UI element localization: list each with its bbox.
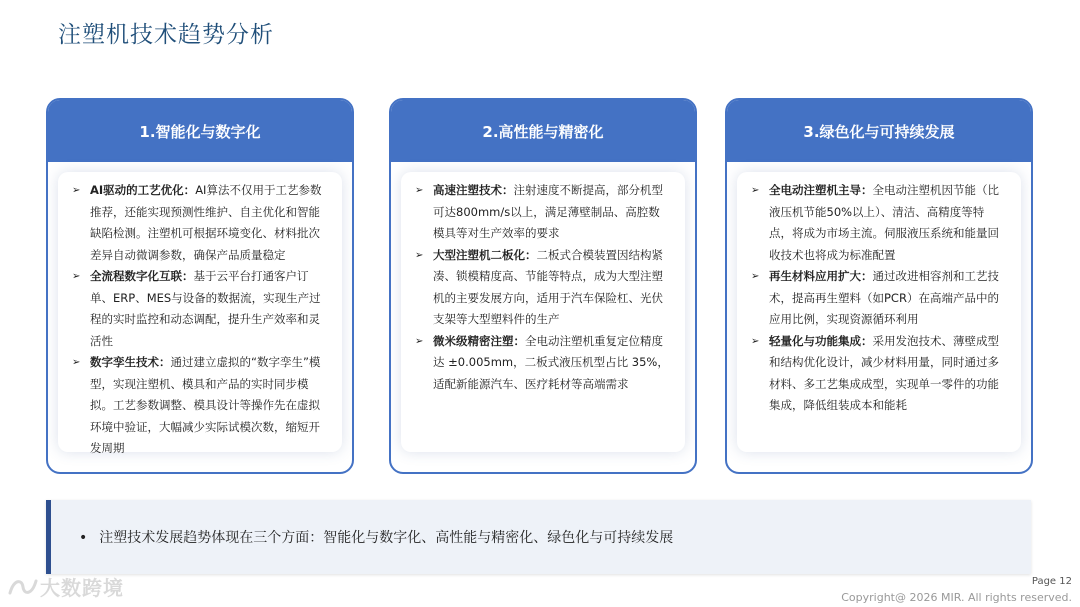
card-heading: 2.高性能与精密化	[391, 100, 695, 162]
watermark-text: 大数跨境	[40, 576, 124, 600]
item-text: AI算法不仅用于工艺参数推荐，还能实现预测性维护、自主优化和智能缺陷检测。注塑机可根据环境变化、材料批次差异自动微调参数，确保产品质量稳定	[90, 183, 322, 262]
arrow-bullet-icon: ➢	[415, 335, 424, 347]
bullet-icon: •	[79, 530, 88, 546]
copyright: Copyright@ 2026 MIR. All rights reserved.	[841, 591, 1072, 604]
list-item	[72, 180, 328, 266]
card-heading: 3.绿色化与可持续发展	[727, 100, 1031, 162]
item-text: 全电动注塑机重复定位精度达 ±0.005mm，二板式液压机型占比 35%，适配新能源汽车、医疗耗材等高端需求	[433, 333, 669, 391]
arrow-bullet-icon: ➢	[751, 185, 760, 196]
item-title: 再生材料应用扩大：	[769, 269, 873, 283]
item-title: AI驱动的工艺优化：	[90, 183, 196, 197]
item-text: 注射速度不断提高，部分机型可达800mm/s以上，满足薄壁制品、高腔数模具等对生产效率的要求	[433, 183, 663, 240]
arrow-bullet-icon: ➢	[415, 185, 424, 196]
arrow-bullet-icon: ➢	[751, 271, 760, 282]
item-title: 大型注塑机二板化：	[433, 247, 537, 262]
item-text: 全电动注塑机因节能（比液压机节能50%以上）、清洁、高精度等特点，将成为市场主流。伺服液压系统和能量回收技术也将成为标准配置	[769, 183, 999, 262]
card-body	[737, 172, 1021, 452]
arrow-bullet-icon: ➢	[72, 357, 81, 368]
trend-card-green	[725, 98, 1033, 474]
list-item	[751, 266, 1007, 331]
list-item	[415, 245, 671, 331]
summary-box	[46, 500, 1031, 574]
arrow-bullet-icon: ➢	[751, 335, 760, 347]
item-title: 全电动注塑机主导：	[769, 183, 873, 197]
item-title: 微米级精密注塑：	[433, 333, 525, 348]
item-text: 采用发泡技术、薄壁成型和结构优化设计，减少材料用量，同时通过多材料、多工艺集成成型，实现单一零件的功能集成，降低组装成本和能耗	[769, 333, 999, 412]
trend-card-intelligent	[46, 98, 354, 474]
watermark-logo-icon	[6, 573, 40, 601]
card-body	[58, 172, 342, 455]
page-title: 注塑机技术趋势分析	[58, 22, 274, 48]
item-text: 二板式合模装置因结构紧凑、锁模精度高、节能等特点，成为大型注塑机的主要发展方向，适用于汽车保险杠、光伏支架等大型塑料件的生产	[433, 247, 663, 326]
list-item	[751, 180, 1007, 266]
item-text: 通过建立虚拟的“数字孪生”模型，实现注塑机、模具和产品的实时同步模拟。工艺参数调整、模具设计等操作先在虚拟环境中验证，大幅减少实际试模次数，缩短开发周期	[90, 355, 321, 455]
item-title: 全流程数字化互联：	[90, 269, 194, 283]
card-heading: 1.智能化与数字化	[48, 100, 352, 162]
item-title: 高速注塑技术：	[433, 183, 514, 197]
list-item	[72, 352, 328, 460]
list-item	[415, 331, 671, 396]
trend-card-performance	[389, 98, 697, 474]
card-body	[401, 172, 685, 452]
item-title: 轻量化与功能集成：	[769, 333, 873, 348]
summary-content: 注塑技术发展趋势体现在三个方面：智能化与数字化、高性能与精密化、绿色化与可持续发展	[99, 530, 674, 546]
arrow-bullet-icon: ➢	[72, 271, 81, 282]
page-number: Page 12	[1031, 576, 1072, 587]
arrow-bullet-icon: ➢	[72, 185, 81, 196]
summary-text	[79, 527, 673, 547]
list-item	[751, 331, 1007, 417]
item-text: 通过改进相容剂和工艺技术，提高再生塑料（如PCR）在高端产品中的应用比例，实现资源循环利用	[769, 269, 999, 326]
list-item	[415, 180, 671, 245]
arrow-bullet-icon: ➢	[415, 249, 424, 261]
item-text: 基于云平台打通客户订单、ERP、MES与设备的数据流，实现生产过程的实时监控和动态调配，提升生产效率和灵活性	[90, 269, 321, 348]
item-title: 数字孪生技术：	[90, 355, 171, 369]
list-item	[72, 266, 328, 352]
watermark	[6, 572, 124, 601]
